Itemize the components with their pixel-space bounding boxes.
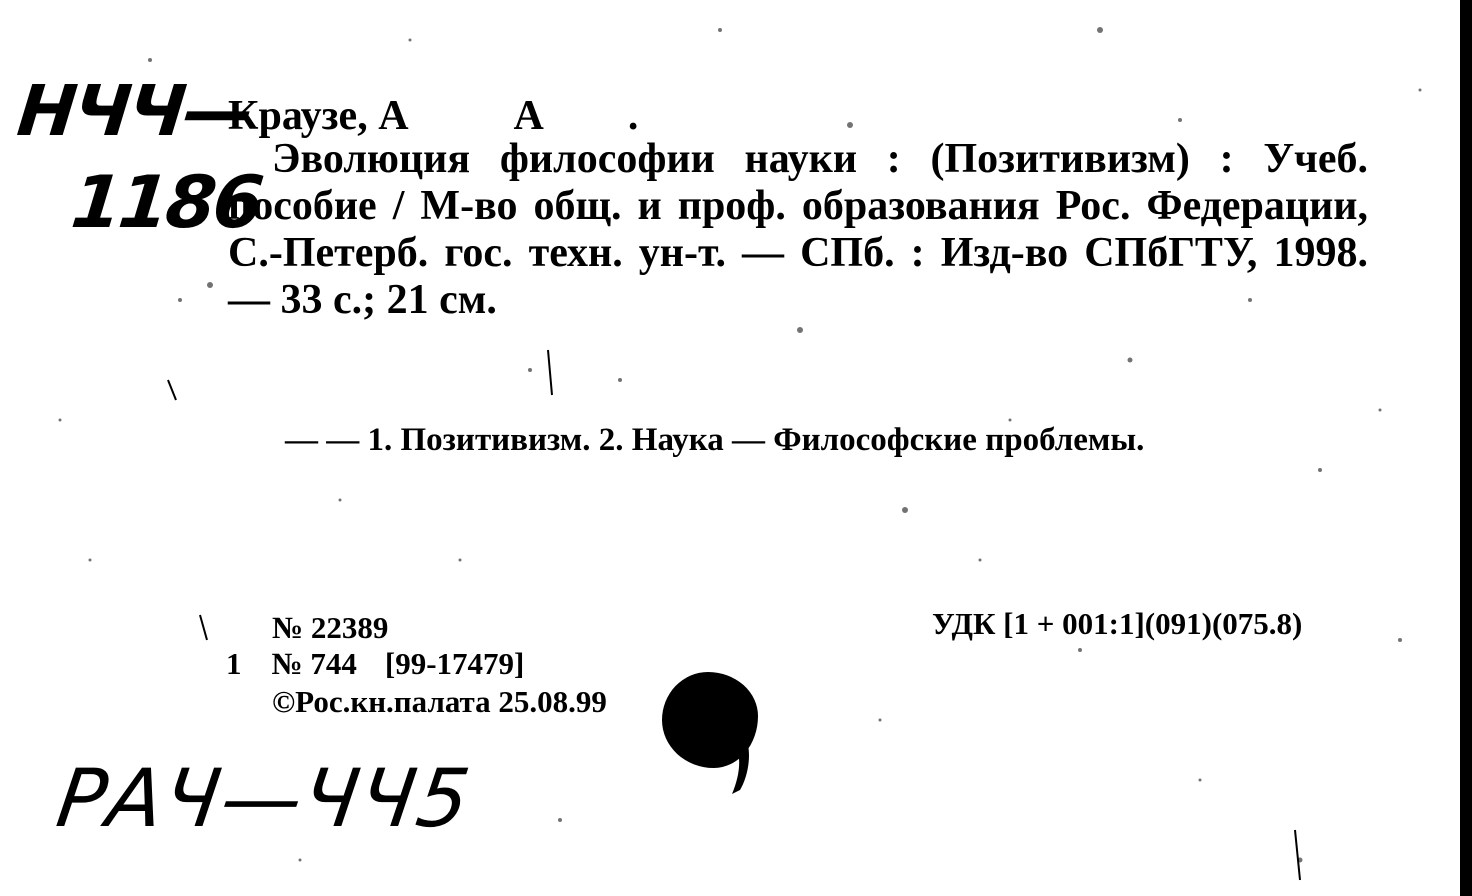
udc-classification: УДК [1 + 001:1](091)(075.8) [932, 606, 1303, 641]
subject-headings: — — 1. Позитивизм. 2. Наука — Философские проблемы. [285, 422, 1145, 458]
copies-count: 1 [226, 646, 242, 681]
bibliographic-description: Эволюция философии науки : (Позитивизм) : Учеб. пособие / М-во общ. и проф. образования Рос. Федерации, С.-Петерб. гос. техн. ун-т. — СПб. : Изд-во СПбГТУ, 1998. — 33 с.; 21 см. [228, 136, 1368, 323]
card-code: [99-17479] [384, 646, 525, 681]
shelf-mark-line1: НЧЧ— [13, 70, 257, 152]
card-number-line [226, 646, 524, 682]
inventory-number: РАЧ—ЧЧ5 [51, 752, 477, 845]
record-number: № 22389 [272, 610, 389, 645]
card-number: № 744 [271, 646, 357, 681]
shelf-mark-line2: 1186 [67, 160, 265, 244]
ink-blot-tail [700, 720, 760, 798]
author-heading: Краузе, А А . [228, 93, 639, 139]
book-chamber-stamp: ©Рос.кн.палата 25.08.99 [272, 684, 607, 719]
